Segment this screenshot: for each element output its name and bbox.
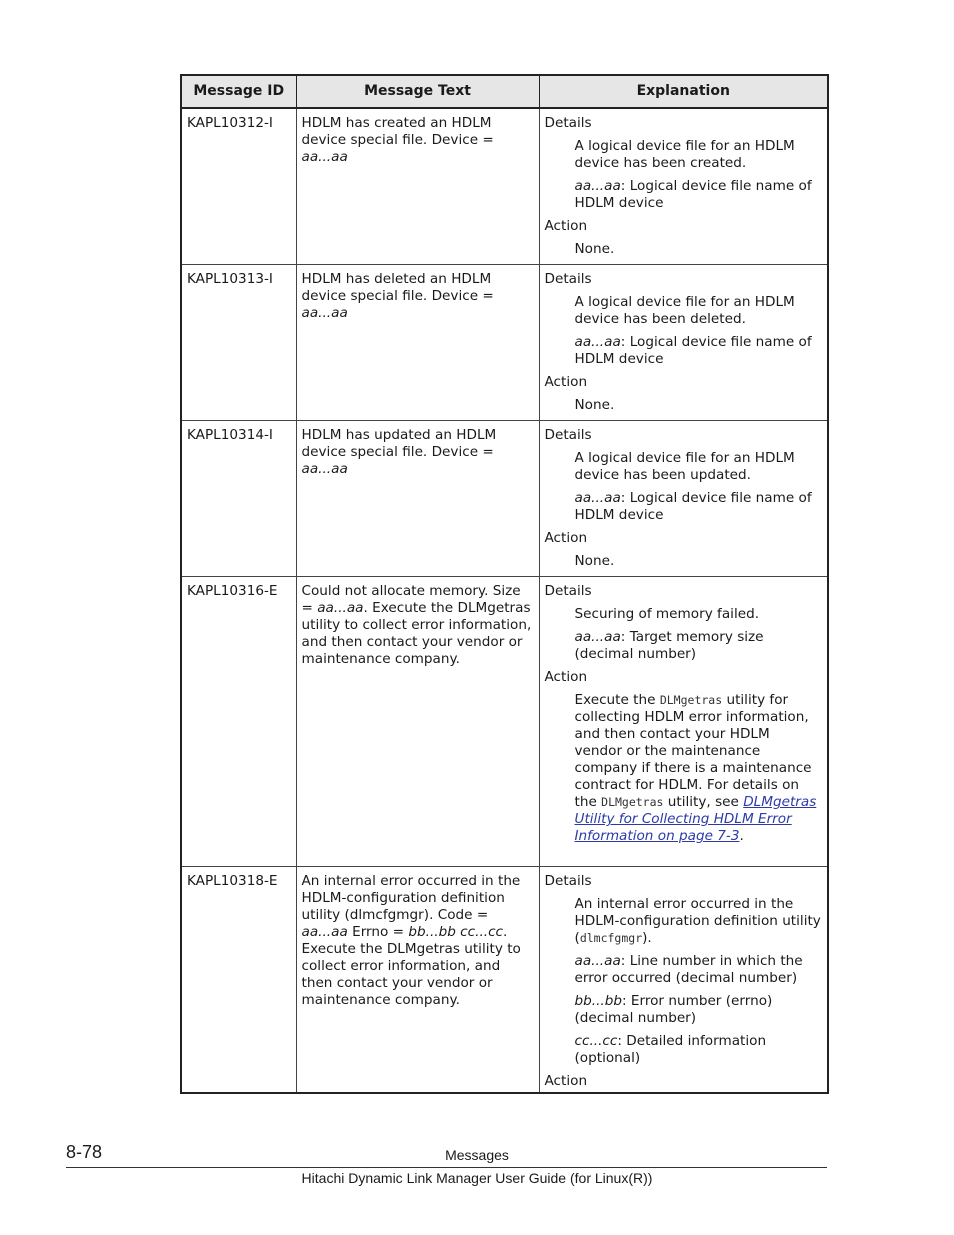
table-row [181, 421, 828, 577]
details-label: Details [544, 873, 592, 889]
message-id: KAPL10314-I [181, 421, 296, 577]
action-text: Execute the DLMgetras utility for collecting HDLM error information, and then contact your HDLM vendor or the maintenance company if there is a maintenance contract for HDLM. For details on the DLMgetras utility, see DLMgetras Utility for Collecting HDLM Error Information on page 7-3. [574, 692, 817, 844]
message-text: An internal error occurred in the HDLM-configuration definition utility (dlmcfgmgr). Code = aa...aa Errno = bb...bb cc...cc. Execute the DLMgetras utility to collect error information, and then contact your vendor or maintenance company. [296, 867, 539, 1094]
action-text: None. [574, 397, 615, 413]
messages-table [180, 74, 829, 1094]
page-number: 8-78 [66, 1142, 103, 1162]
message-text: Could not allocate memory. Size = aa...aa. Execute the DLMgetras utility to collect error information, and then contact your vendor or maintenance company. [296, 577, 539, 867]
header-message-id: Message ID [181, 75, 296, 108]
action-label: Action [544, 1073, 588, 1089]
message-text: HDLM has updated an HDLM device special file. Device = aa...aa [296, 421, 539, 577]
message-id: KAPL10312-I [181, 108, 296, 265]
table-row [181, 577, 828, 867]
message-text: HDLM has deleted an HDLM device special file. Device = aa...aa [296, 265, 539, 421]
code-dlmgetras: DLMgetras [601, 795, 664, 809]
action-text: None. [574, 553, 615, 569]
header-message-text: Message Text [296, 75, 539, 108]
message-text: HDLM has created an HDLM device special file. Device = aa...aa [296, 108, 539, 265]
message-id: KAPL10313-I [181, 265, 296, 421]
header-explanation: Explanation [539, 75, 828, 108]
detail-text: An internal error occurred in the HDLM-configuration definition utility (dlmcfgmgr). [574, 896, 821, 946]
cross-reference-link[interactable]: DLMgetras Utility for Collecting HDLM Error Information on page 7-3 [574, 794, 817, 844]
explanation [539, 421, 828, 577]
variable-desc: aa...aa: Target memory size (decimal number) [574, 629, 764, 662]
message-id: KAPL10318-E [181, 867, 296, 1094]
variable-desc: bb...bb: Error number (errno) (decimal number) [574, 993, 773, 1026]
explanation [539, 867, 828, 1094]
action-text: None. [574, 241, 615, 257]
variable-desc: aa...aa: Line number in which the error occurred (decimal number) [574, 953, 803, 986]
detail-text: A logical device file for an HDLM device has been created. [574, 138, 795, 171]
explanation [539, 577, 828, 867]
footer-divider [66, 1167, 827, 1168]
message-id: KAPL10316-E [181, 577, 296, 867]
table-row [181, 108, 828, 265]
action-label: Action [544, 218, 588, 234]
details-label: Details [544, 271, 592, 287]
variable-desc: aa...aa: Logical device file name of HDLM device [574, 334, 812, 367]
code-dlmgetras: DLMgetras [659, 693, 723, 707]
table-row [181, 265, 828, 421]
detail-text: A logical device file for an HDLM device has been updated. [574, 450, 795, 483]
book-title: Hitachi Dynamic Link Manager User Guide (for Linux(R)) [301, 1170, 653, 1186]
code-dlmcfgmgr: dlmcfgmgr [579, 931, 643, 945]
details-label: Details [544, 115, 592, 131]
action-label: Action [544, 669, 588, 685]
details-label: Details [544, 583, 592, 599]
table-header-row [181, 75, 828, 108]
action-label: Action [544, 530, 588, 546]
variable-desc: aa...aa: Logical device file name of HDLM device [574, 490, 812, 523]
explanation [539, 265, 828, 421]
table-row [181, 867, 828, 1094]
detail-text: Securing of memory failed. [574, 606, 760, 622]
variable-desc: cc...cc: Detailed information (optional) [574, 1033, 767, 1066]
section-title: Messages [445, 1147, 509, 1163]
detail-text: A logical device file for an HDLM device has been deleted. [574, 294, 795, 327]
explanation [539, 108, 828, 265]
variable-desc: aa...aa: Logical device file name of HDLM device [574, 178, 812, 211]
action-label: Action [544, 374, 588, 390]
details-label: Details [544, 427, 592, 443]
